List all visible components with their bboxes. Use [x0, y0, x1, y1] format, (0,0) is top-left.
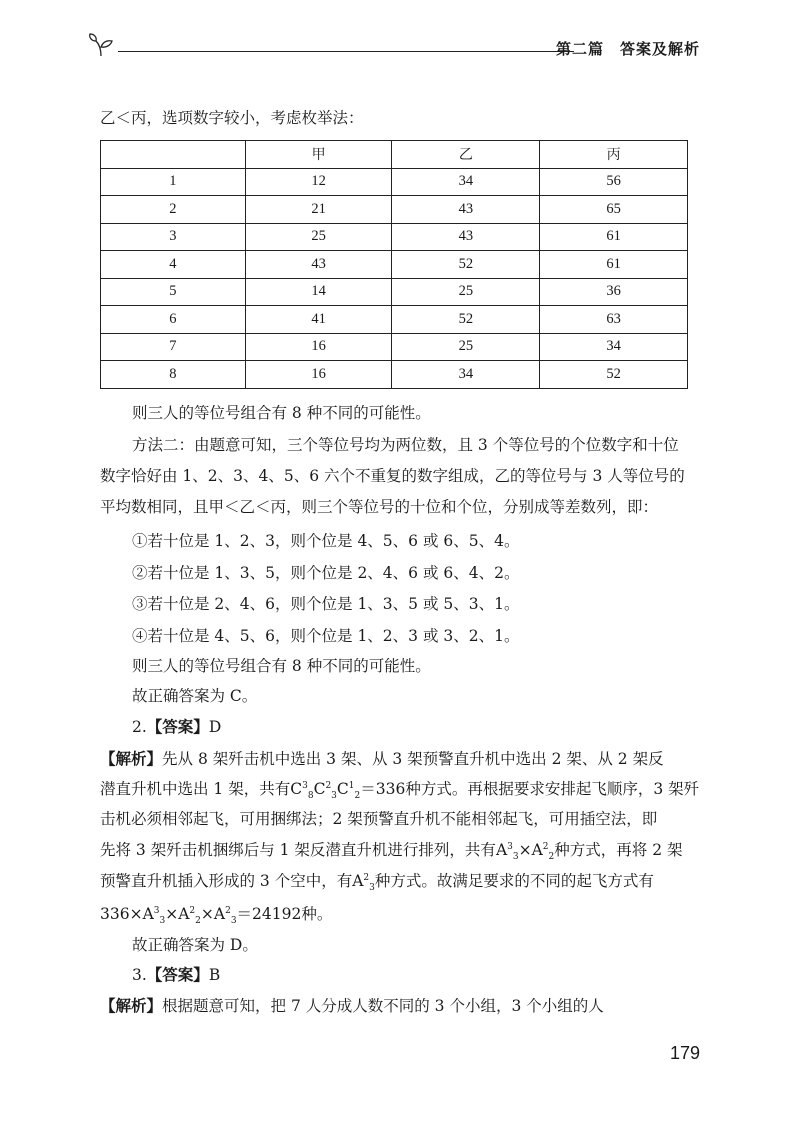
table-cell: 52 [540, 361, 688, 389]
answer-value: D [208, 718, 222, 736]
table-row [101, 333, 688, 361]
table-header-cell: 丙 [540, 141, 688, 169]
table-cell: 52 [392, 306, 540, 334]
permutation-formula: $A^3_3\times A^2_2$ [495, 841, 555, 863]
answer-label: 【答案】 [146, 718, 209, 736]
answer-value: B [208, 966, 221, 984]
table-header-row [101, 141, 688, 169]
case-line: ②若十位是 1、3、5，则个位是 2、4、6 或 6、4、2。 [132, 564, 520, 582]
analysis-line [100, 779, 700, 802]
enumeration-table [100, 140, 688, 389]
table-cell: 21 [245, 196, 392, 224]
analysis-line [100, 840, 683, 863]
analysis-text: 先从 8 架歼击机中选出 3 架、从 3 架预警直升机中选出 2 架、从 2 架反 [162, 750, 664, 768]
table-cell: 52 [392, 251, 540, 279]
table-cell: 34 [540, 333, 688, 361]
section-title: 第二篇 答案及解析 [555, 40, 700, 58]
analysis-line [100, 749, 664, 769]
table-cell: 41 [245, 306, 392, 334]
paragraph-line: 故正确答案为 C。 [132, 687, 258, 705]
paragraph-line: 则三人的等位号组合有 8 种不同的可能性。 [132, 657, 431, 675]
case-line: ④若十位是 4、5、6，则个位是 1、2、3 或 3、2、1。 [132, 627, 520, 645]
answer-number: 2. [132, 718, 147, 736]
table-cell: 25 [245, 223, 392, 251]
paragraph-line: 平均数相同，且甲＜乙＜丙，则三个等位号的十位和个位，分别成等差数列，即： [100, 498, 659, 516]
analysis-text: 潜直升机中选出 1 架，共有 [100, 780, 291, 798]
case-line: ①若十位是 1、2、3，则个位是 4、5、6 或 6、5、4。 [132, 532, 520, 550]
analysis-text: 根据题意可知，把 7 人分成人数不同的 3 个小组，3 个小组的人 [162, 997, 604, 1015]
table-cell: 43 [245, 251, 392, 279]
analysis-text: 种方式。故满足要求的不同的起飞方式有 [374, 872, 654, 890]
permutation-formula: $A^2_3$ [352, 872, 375, 894]
table-row [101, 361, 688, 389]
case-line: ③若十位是 2、4、6，则个位是 1、3、5 或 5、3、1。 [132, 595, 520, 613]
intro-text: 乙＜丙，选项数字较小，考虑枚举法： [100, 109, 364, 127]
analysis-line [100, 996, 604, 1016]
paragraph-line: 故正确答案为 D。 [132, 936, 258, 954]
combination-formula: $C^3_8C^2_3C^1_2$ [290, 780, 361, 802]
answer-number: 3. [132, 966, 147, 984]
table-cell: 4 [101, 251, 246, 279]
table-cell: 3 [101, 223, 246, 251]
table-row [101, 306, 688, 334]
table-row [101, 168, 688, 196]
product-formula: $336\times A^3_3\times A^2_2\times A^2_3$ [100, 905, 237, 927]
table-cell: 36 [540, 278, 688, 306]
analysis-label: 【解析】 [100, 750, 163, 768]
table-header-cell [101, 141, 246, 169]
analysis-line [100, 904, 333, 927]
table-row [101, 251, 688, 279]
page-number: 179 [669, 1043, 700, 1063]
table-cell: 1 [101, 168, 246, 196]
table-row [101, 278, 688, 306]
table-row [101, 223, 688, 251]
table-cell: 43 [392, 223, 540, 251]
analysis-line [100, 871, 654, 894]
table-cell: 61 [540, 251, 688, 279]
table-cell: 7 [101, 333, 246, 361]
paragraph-line: 方法二：由题意可知，三个等位号均为两位数，且 3 个等位号的个位数字和十位 [132, 436, 679, 454]
page-header [88, 30, 700, 62]
table-cell: 14 [245, 278, 392, 306]
table-cell: 5 [101, 278, 246, 306]
table-cell: 2 [101, 196, 246, 224]
analysis-label: 【解析】 [100, 997, 163, 1015]
table-cell: 16 [245, 333, 392, 361]
analysis-text: 预警直升机插入形成的 3 个空中，有 [100, 872, 353, 890]
paragraph-line: 数字恰好由 1、2、3、4、5、6 六个不重复的数字组成，乙的等位号与 3 人等位号的 [100, 467, 685, 485]
table-header-cell: 乙 [392, 141, 540, 169]
table-cell: 63 [540, 306, 688, 334]
analysis-text: ＝24192种。 [236, 905, 333, 923]
header-rule [118, 51, 574, 52]
table-cell: 25 [392, 333, 540, 361]
analysis-text: ＝336种方式。再根据要求安排起飞顺序，3 架歼 [360, 780, 700, 798]
answer-label: 【答案】 [146, 966, 209, 984]
analysis-text: 种方式，再将 2 架 [554, 841, 683, 859]
table-cell: 65 [540, 196, 688, 224]
analysis-text: 先将 3 架歼击机捆绑后与 1 架反潜直升机进行排列，共有 [100, 841, 496, 859]
table-header-cell: 甲 [245, 141, 392, 169]
table-cell: 25 [392, 278, 540, 306]
leaf-sprout-icon [88, 32, 114, 58]
answer-2 [132, 717, 221, 737]
table-cell: 43 [392, 196, 540, 224]
table-cell: 61 [540, 223, 688, 251]
table-row [101, 196, 688, 224]
table-cell: 34 [392, 361, 540, 389]
table-cell: 16 [245, 361, 392, 389]
table-cell: 6 [101, 306, 246, 334]
table-cell: 12 [245, 168, 392, 196]
paragraph-line: 则三人的等位号组合有 8 种不同的可能性。 [132, 404, 431, 422]
analysis-line: 击机必须相邻起飞，可用捆绑法；2 架预警直升机不能相邻起飞，可用插空法，即 [100, 810, 658, 828]
table-cell: 34 [392, 168, 540, 196]
table-cell: 8 [101, 361, 246, 389]
answer-3 [132, 965, 220, 985]
table-cell: 56 [540, 168, 688, 196]
